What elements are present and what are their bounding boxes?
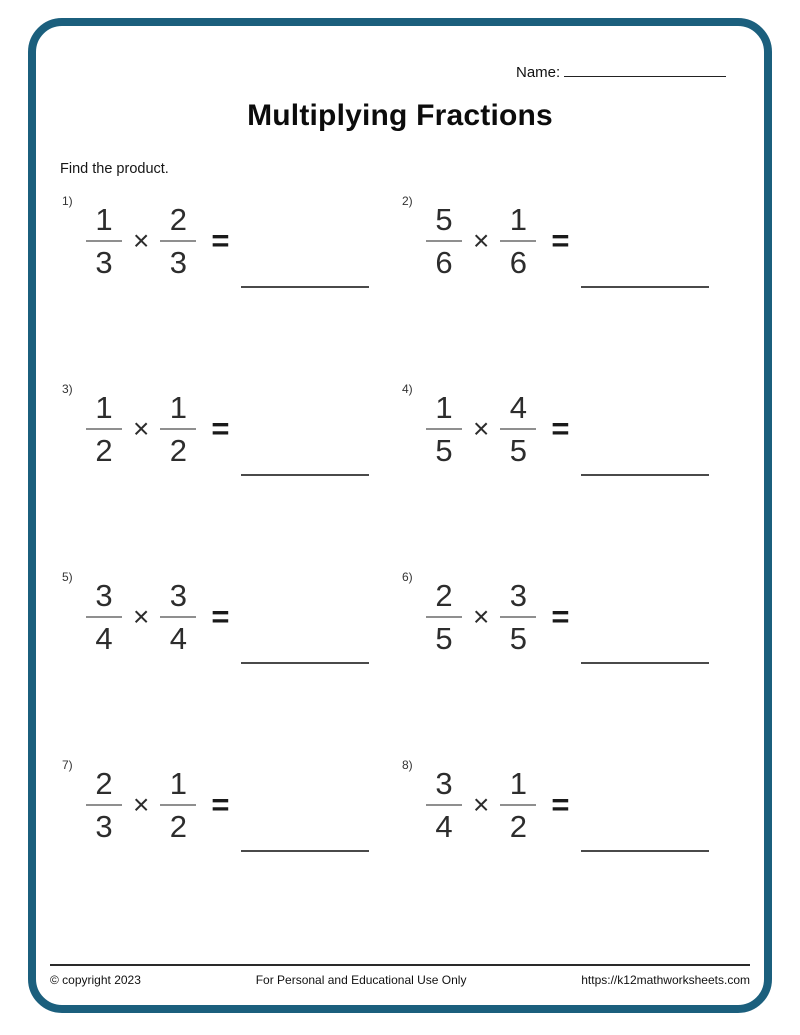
- numerator: 2: [435, 578, 453, 613]
- fraction-bar: [160, 428, 196, 430]
- fraction-bar: [160, 616, 196, 618]
- denominator: 5: [509, 621, 527, 656]
- numerator: 2: [95, 766, 113, 801]
- answer-blank[interactable]: [241, 286, 369, 288]
- fraction-bar: [160, 240, 196, 242]
- numerator: 3: [169, 578, 187, 613]
- numerator: 5: [435, 202, 453, 237]
- problem-4: [402, 382, 742, 570]
- equals-sign: =: [211, 223, 230, 258]
- fraction-bar: [426, 240, 462, 242]
- expression: [86, 758, 402, 842]
- name-label: Name:: [516, 64, 561, 81]
- multiply-sign: ×: [473, 413, 490, 444]
- multiply-sign: ×: [473, 789, 490, 820]
- problem-number: 6): [402, 570, 413, 584]
- numerator: 1: [169, 390, 187, 425]
- expression: [426, 194, 742, 278]
- fraction-1: [426, 392, 462, 466]
- multiply-sign: ×: [133, 413, 150, 444]
- answer-blank[interactable]: [581, 474, 709, 476]
- denominator: 3: [95, 809, 113, 844]
- problem-number: 2): [402, 194, 413, 208]
- fraction-1: [86, 768, 122, 842]
- answer-blank[interactable]: [241, 474, 369, 476]
- equals-sign: =: [211, 787, 230, 822]
- fraction-bar: [500, 428, 536, 430]
- problem-number: 8): [402, 758, 413, 772]
- multiply-sign: ×: [133, 601, 150, 632]
- numerator: 3: [509, 578, 527, 613]
- fraction-1: [426, 580, 462, 654]
- denominator: 5: [509, 433, 527, 468]
- equals-sign: =: [551, 223, 570, 258]
- fraction-1: [86, 580, 122, 654]
- fraction-bar: [426, 428, 462, 430]
- numerator: 3: [435, 766, 453, 801]
- problem-5: [62, 570, 402, 758]
- footer-url: https://k12mathworksheets.com: [581, 973, 750, 987]
- fraction-bar: [426, 616, 462, 618]
- denominator: 6: [509, 245, 527, 280]
- fraction-1: [426, 768, 462, 842]
- denominator: 4: [435, 809, 453, 844]
- answer-blank[interactable]: [581, 662, 709, 664]
- fraction-2: [160, 580, 196, 654]
- answer-blank[interactable]: [581, 850, 709, 852]
- problem-number: 3): [62, 382, 73, 396]
- fraction-2: [500, 392, 536, 466]
- name-field: [516, 61, 726, 81]
- denominator: 2: [169, 433, 187, 468]
- fraction-2: [160, 392, 196, 466]
- numerator: 1: [435, 390, 453, 425]
- problem-number: 1): [62, 194, 73, 208]
- answer-blank[interactable]: [241, 662, 369, 664]
- denominator: 2: [169, 809, 187, 844]
- multiply-sign: ×: [473, 601, 490, 632]
- problem-2: [402, 194, 742, 382]
- answer-blank[interactable]: [581, 286, 709, 288]
- problem-number: 4): [402, 382, 413, 396]
- numerator: 4: [509, 390, 527, 425]
- fraction-bar: [86, 804, 122, 806]
- numerator: 1: [509, 766, 527, 801]
- denominator: 2: [95, 433, 113, 468]
- instruction-text: Find the product.: [60, 161, 169, 177]
- expression: [426, 758, 742, 842]
- denominator: 3: [169, 245, 187, 280]
- problem-3: [62, 382, 402, 570]
- denominator: 4: [95, 621, 113, 656]
- fraction-1: [86, 204, 122, 278]
- expression: [86, 382, 402, 466]
- fraction-bar: [500, 616, 536, 618]
- fraction-2: [160, 768, 196, 842]
- equals-sign: =: [551, 599, 570, 634]
- fraction-bar: [86, 428, 122, 430]
- fraction-bar: [500, 804, 536, 806]
- expression: [426, 382, 742, 466]
- numerator: 3: [95, 578, 113, 613]
- fraction-2: [500, 768, 536, 842]
- footer-copyright: © copyright 2023: [50, 973, 141, 987]
- problems-grid: [62, 194, 742, 946]
- expression: [86, 194, 402, 278]
- fraction-bar: [160, 804, 196, 806]
- fraction-bar: [86, 616, 122, 618]
- footer: [50, 964, 750, 987]
- equals-sign: =: [211, 599, 230, 634]
- numerator: 1: [169, 766, 187, 801]
- footer-usage-note: For Personal and Educational Use Only: [255, 973, 467, 987]
- fraction-bar: [86, 240, 122, 242]
- problem-8: [402, 758, 742, 946]
- equals-sign: =: [211, 411, 230, 446]
- numerator: 1: [95, 390, 113, 425]
- denominator: 3: [95, 245, 113, 280]
- denominator: 5: [435, 433, 453, 468]
- answer-blank[interactable]: [241, 850, 369, 852]
- denominator: 4: [169, 621, 187, 656]
- expression: [426, 570, 742, 654]
- problem-7: [62, 758, 402, 946]
- name-blank-line[interactable]: [564, 61, 726, 77]
- fraction-bar: [426, 804, 462, 806]
- problem-number: 7): [62, 758, 73, 772]
- equals-sign: =: [551, 787, 570, 822]
- multiply-sign: ×: [133, 225, 150, 256]
- problem-6: [402, 570, 742, 758]
- fraction-2: [500, 204, 536, 278]
- numerator: 2: [169, 202, 187, 237]
- page-title: Multiplying Fractions: [247, 99, 553, 132]
- fraction-2: [160, 204, 196, 278]
- denominator: 5: [435, 621, 453, 656]
- problem-number: 5): [62, 570, 73, 584]
- denominator: 2: [509, 809, 527, 844]
- expression: [86, 570, 402, 654]
- denominator: 6: [435, 245, 453, 280]
- fraction-1: [86, 392, 122, 466]
- fraction-1: [426, 204, 462, 278]
- fraction-bar: [500, 240, 536, 242]
- numerator: 1: [509, 202, 527, 237]
- fraction-2: [500, 580, 536, 654]
- multiply-sign: ×: [473, 225, 490, 256]
- numerator: 1: [95, 202, 113, 237]
- multiply-sign: ×: [133, 789, 150, 820]
- problem-1: [62, 194, 402, 382]
- equals-sign: =: [551, 411, 570, 446]
